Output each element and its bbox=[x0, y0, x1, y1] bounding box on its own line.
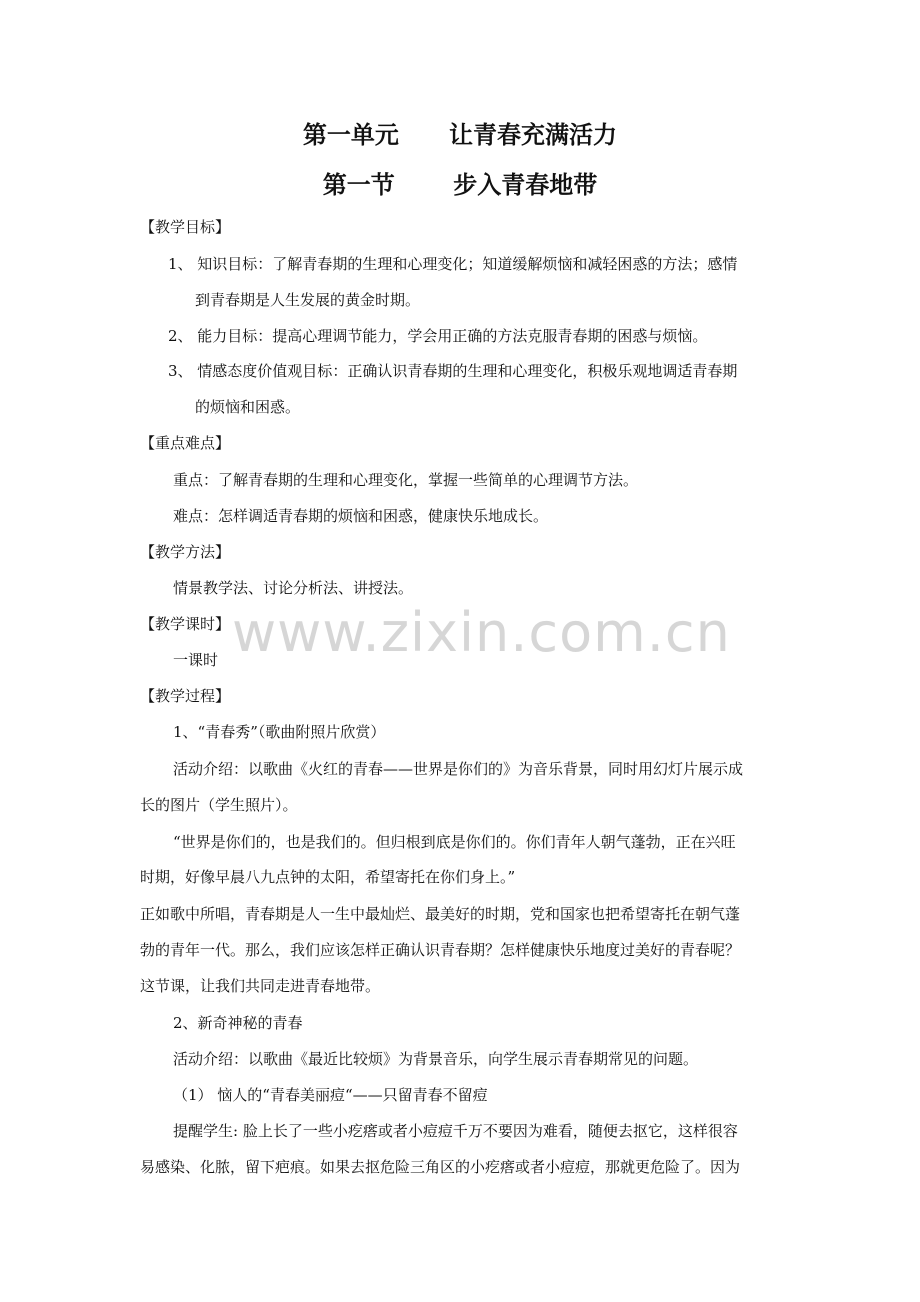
activity-intro-2: 活动介绍：以歌曲《最近比较烦》为背景音乐，向学生展示青春期常见的问题。 bbox=[173, 1050, 699, 1068]
hours-header: 【教学课时】 bbox=[140, 615, 231, 633]
process-item-1: 1、“青春秀”（歌曲附照片欣赏） bbox=[173, 723, 386, 741]
quote-line-2: 时期，好像早晨八九点钟的太阳，希望寄托在你们身上。” bbox=[140, 868, 516, 886]
method-header: 【教学方法】 bbox=[140, 543, 231, 561]
reminder-line-2: 易感染、化脓，留下疤痕。如果去抠危险三角区的小疙瘩或者小痘痘，那就更危险了。因为 bbox=[140, 1158, 741, 1176]
goal-3-line-1: 3、 情感态度价值观目标：正确认识青春期的生理和心理变化，积极乐观地调适青春期 bbox=[168, 362, 738, 380]
process-item-2: 2、新奇神秘的青春 bbox=[173, 1014, 303, 1032]
paragraph-line-3: 这节课，让我们共同走进青春地带。 bbox=[140, 977, 381, 995]
goal-1-line-2: 到青春期是人生发展的黄金时期。 bbox=[195, 291, 421, 309]
goal-1-line-1: 1、 知识目标：了解青春期的生理和心理变化；知道缓解烦恼和减轻困惑的方法；感情 bbox=[168, 255, 738, 273]
reminder-line-1: 提醒学生: 脸上长了一些小疙瘩或者小痘痘千万不要因为难看，随便去抠它，这样很容 bbox=[173, 1122, 738, 1140]
keypoint-text: 重点：了解青春期的生理和心理变化，掌握一些简单的心理调节方法。 bbox=[173, 471, 639, 489]
goal-3-line-2: 的烦恼和困惑。 bbox=[195, 398, 301, 416]
unit-title: 第一单元 让青春充满活力 bbox=[302, 121, 618, 149]
hours-text: 一课时 bbox=[173, 651, 219, 669]
watermark: www.zixin.com.cn bbox=[232, 601, 731, 664]
goal-2: 2、 能力目标：提高心理调节能力，学会用正确的方法克服青春期的困惑与烦恼。 bbox=[168, 327, 708, 345]
activity-intro-1-line-2: 长的图片（学生照片）。 bbox=[140, 796, 298, 814]
paragraph-line-2: 勃的青年一代。那么，我们应该怎样正确认识青春期？怎样健康快乐地度过美好的青春呢？ bbox=[140, 941, 741, 959]
paragraph-line-1: 正如歌中所唱，青春期是人一生中最灿烂、最美好的时期，党和国家也把希望寄托在朝气蓬 bbox=[140, 905, 741, 923]
section-title: 第一节 步入青春地带 bbox=[322, 171, 598, 199]
difficulty-text: 难点：怎样调适青春期的烦恼和困惑，健康快乐地成长。 bbox=[173, 507, 549, 525]
process-header: 【教学过程】 bbox=[140, 687, 231, 705]
sub-item-1: （1） 恼人的“青春美丽痘“——只留青春不留痘 bbox=[173, 1086, 488, 1104]
keypoints-header: 【重点难点】 bbox=[140, 434, 231, 452]
quote-line-1: “世界是你们的，也是我们的。但归根到底是你们的。你们青年人朝气蓬勃，正在兴旺 bbox=[173, 833, 736, 851]
activity-intro-1-line-1: 活动介绍：以歌曲《火红的青春——世界是你们的》为音乐背景，同时用幻灯片展示成 bbox=[173, 760, 744, 778]
method-text: 情景教学法、讨论分析法、讲授法。 bbox=[173, 579, 414, 597]
goals-header: 【教学目标】 bbox=[140, 218, 231, 236]
